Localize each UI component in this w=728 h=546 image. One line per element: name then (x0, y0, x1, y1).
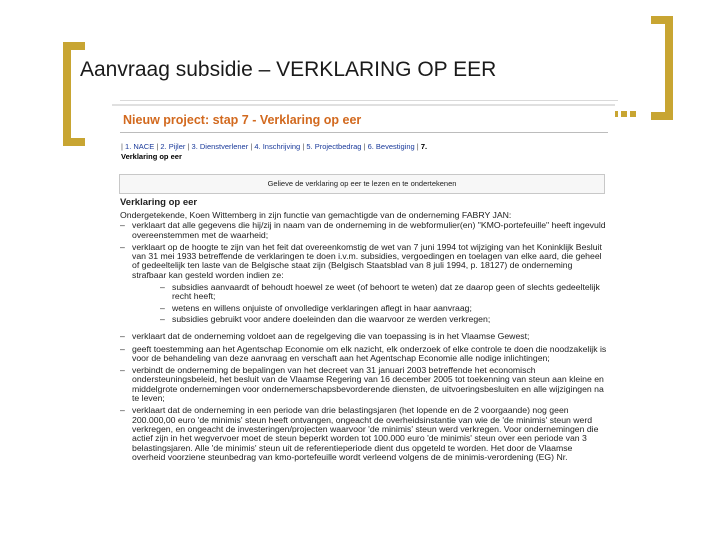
step-title: Nieuw project: stap 7 - Verklaring op eer (123, 113, 362, 127)
declaration-clause: – verklaart dat alle gegevens die hij/zij in naam van de onderneming in de webformulier(en) "KMO-portefeuille" heeft ingevuld overeenstemmen met de waarheid; (120, 221, 608, 240)
declaration-sub-clauses (160, 283, 608, 324)
declaration-clause: – geeft toestemming aan het Agentschap Economie om elk nazicht, elk onderzoek of elke controle te doen die noodzakelijk is voor de behandeling van deze aanvraag en verschaft aan het Agentschap Economie alle nodige inlichtingen; (120, 345, 608, 364)
declaration-sub-clause: – subsidies aanvaardt of behoudt hoewel ze weet (of behoort te weten) dat ze daarop geen of slechts gedeeltelijk recht heeft; (160, 283, 608, 302)
declaration-clause (120, 243, 608, 324)
slide-title: Aanvraag subsidie – VERKLARING OP EER (80, 58, 497, 81)
declaration-text (120, 211, 608, 465)
nav-step-dienstverlener[interactable]: 3. Dienstverlener (191, 142, 249, 151)
declaration-intro: Ondergetekende, Koen Wittemberg in zijn functie van gemachtigde van de onderneming FABRY JAN: (120, 210, 512, 220)
declaration-sub-clause: – subsidies gebruikt voor andere doeleinden dan die waarvoor ze werden verkregen; (160, 315, 608, 324)
nav-step-verklaring-current: 7. Verklaring op eer (121, 142, 428, 161)
declaration-sub-clause: – wetens en willens onjuiste of onvolledige verklaringen aflegt in haar aanvraag; (160, 304, 608, 313)
nav-step-nace[interactable]: 1. NACE (125, 142, 155, 151)
step-navigation: | 1. NACE | 2. Pijler | 3. Dienstverlener | 4. Inschrijving | 5. Projectbedrag | 6. Bevestiging | 7. Verklaring op eer (121, 142, 428, 161)
nav-step-inschrijving[interactable]: 4. Inschrijving (254, 142, 301, 151)
declaration-clause: – verbindt de onderneming de bepalingen van het decreet van 31 januari 2003 betreffende het economisch ondersteuningsbeleid, het besluit van de Vlaamse Regering van 16 december 2005 tot toekenning van steun aan kleine en middelgrote ondernemingen voor ondernemerschapsbevorderende diensten, de uitvoeringsbesluiten en alle wijzigingen na te leven; (120, 366, 608, 403)
form-top-border (112, 104, 615, 106)
right-bracket-decoration (651, 16, 673, 120)
decorative-dots (612, 111, 636, 117)
nav-step-bevestiging[interactable]: 6. Bevestiging (367, 142, 415, 151)
declaration-clause-text: verklaart op de hoogte te zijn van het feit dat overeenkomstig de wet van 7 juni 1994 tot wijziging van het Koninklijk Besluit van 31 mei 1933 betreffende de verklaringen te doen i.v.m. subsidies, vergoedingen en toelagen van elke aard, die geheel of gedeeltelijk ten laste van de Belgische staat zijn (Belgisch Staatsblad van 8 juli 1994, p. 18127) de onderneming strafbaar kan gesteld worden indien ze: (132, 241, 602, 280)
title-divider (120, 100, 618, 101)
declaration-clause: – verklaart dat de onderneming in een periode van drie belastingsjaren (het lopende en de 2 voorgaande) nog geen 200.000,00 euro 'de minimis' steun heeft ontvangen, ongeacht de overheidsinstantie van wie de 'de minimis' steun werd verkregen, en ongeacht de investeringen/projecten waarvoor 'de minimis' steun werd verkregen. Voor ondernemingen die actief zijn in het wegvervoer moet de steun beperkt worden tot 100.000 euro 'de minimis' steun over een periode van 3 belastingsjaren. Alle 'de minimis' steun uit de referentieperiode dient dus opgeteld te worden. Het door de Vlaamse overheid voorziene steunbedrag van kmo-portefeuille wordt verleend volgens de de minimis-verordening (EG) Nr. (120, 406, 608, 462)
instruction-notice: Gelieve de verklaring op eer te lezen en te ondertekenen (119, 174, 605, 194)
section-title: Verklaring op eer (120, 197, 198, 208)
declaration-clause: – verklaart dat de onderneming voldoet aan de regelgeving die van toepassing is in het Vlaamse Gewest; (120, 332, 608, 341)
declaration-clauses (120, 221, 608, 462)
form-screenshot (112, 104, 615, 536)
nav-step-pijler[interactable]: 2. Pijler (160, 142, 186, 151)
step-title-rule (120, 132, 608, 133)
nav-step-projectbedrag[interactable]: 5. Projectbedrag (306, 142, 362, 151)
